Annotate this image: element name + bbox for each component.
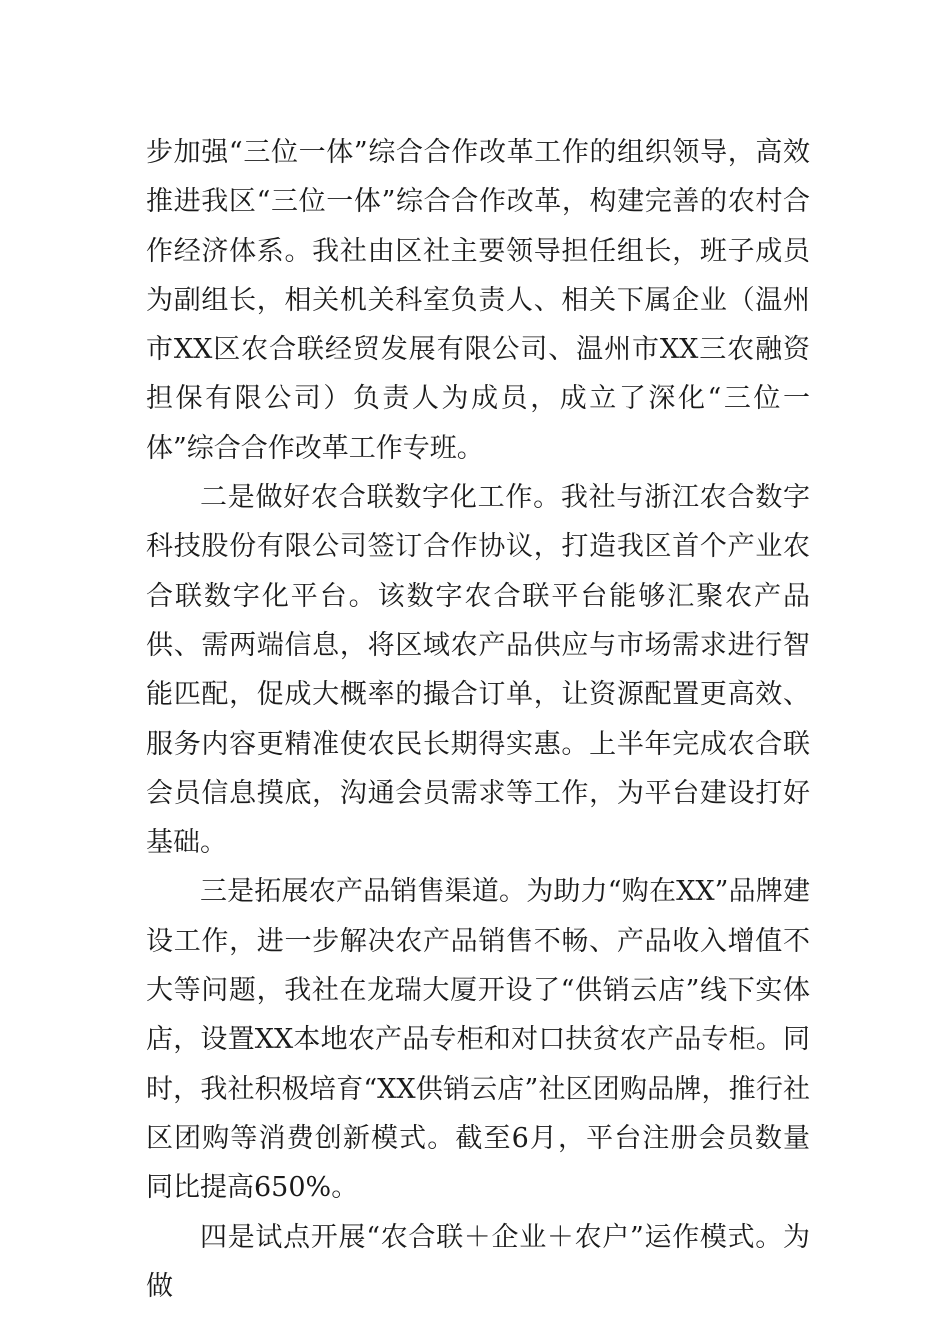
paragraph-sales-channels: 三是拓展农产品销售渠道。为助力“购在XX”品牌建设工作，进一步解决农产品销售不畅、产品收入增值不大等问题，我社在龙瑞大厦开设了“供销云店”线下实体店，设置XX本地农产品专柜和对口扶贫农产品专柜。同时，我社积极培育“XX供销云店”社区团购品牌，推行社区团购等消费创新模式。截至6月，平台注册会员数量同比提高650%。: [146, 876, 810, 1204]
paragraph-operation-mode: 四是试点开展“农合联＋企业＋农户”运作模式。为做: [146, 1221, 810, 1302]
document-body: [146, 128, 810, 1311]
paragraph-continuation: 步加强“三位一体”综合合作改革工作的组织领导，高效推进我区“三位一体”综合合作改革，构建完善的农村合作经济体系。我社由区社主要领导担任组长，班子成员为副组长，相关机关科室负责人、相关下属企业（温州市XX区农合联经贸发展有限公司、温州市XX三农融资担保有限公司）负责人为成员，成立了深化“三位一体”综合合作改革工作专班。: [146, 137, 810, 464]
paragraph-digitalization: 二是做好农合联数字化工作。我社与浙江农合数字科技股份有限公司签订合作协议，打造我区首个产业农合联数字化平台。该数字农合联平台能够汇聚农产品供、需两端信息，将区域农产品供应与市场需求进行智能匹配，促成大概率的撮合订单，让资源配置更高效、服务内容更精准使农民长期得实惠。上半年完成农合联会员信息摸底，沟通会员需求等工作，为平台建设打好基础。: [146, 482, 810, 859]
